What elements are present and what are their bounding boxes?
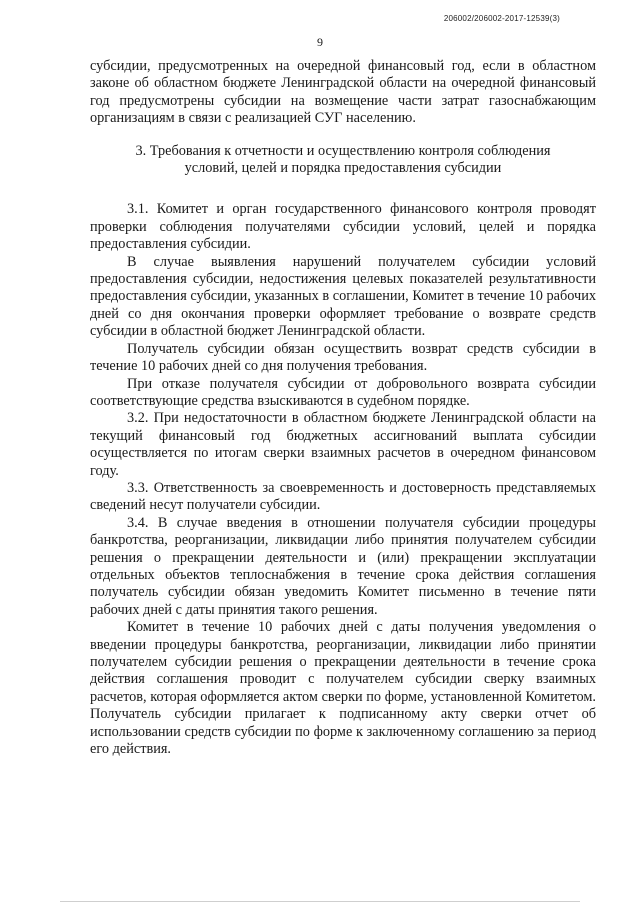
section-heading: 3. Требования к отчетности и осуществлению контроля соблюдения условий, целей и порядка предоставления субсидии: [135, 142, 551, 177]
paragraph-violations: В случае выявления нарушений получателем субсидии условий предоставления субсидии, недостижения целевых показателей результативности предоставления субсидии, указанных в соглашении, Комитет в течение 10 рабочих дней со дня окончания проверки оформляет требование о возврате средств субсидии в областной бюджет Ленинградской области.: [90, 253, 596, 340]
paragraph-3-2: 3.2. При недостаточности в областном бюджете Ленинградской области на текущий финансовый год бюджетных ассигнований выплата субсидии осуществляется по итогам сверки взаимных расчетов в очередном финансовом году.: [90, 410, 596, 479]
scan-edge-divider: [60, 901, 580, 902]
paragraph-reconciliation: Комитет в течение 10 рабочих дней с даты получения уведомления о введении процедуры банкротства, реорганизации, ликвидации либо принятии получателем субсидии решения о прекращении деятельности в течение срока действия соглашения проводит с получателем субсидии сверку взаимных расчетов, которая оформляется актом сверки по форме, установленной Комитетом. Получатель субсидии прилагает к подписанному акту сверки отчет об использовании средств субсидии по форме к заключенному соглашению за период его действия.: [90, 619, 596, 758]
document-id: 206002/206002-2017-12539(3): [443, 14, 560, 23]
paragraph-3-4: 3.4. В случае введения в отношении получателя субсидии процедуры банкротства, реорганизации, ликвидации либо принятия получателем субсидии решения о прекращении деятельности и (или) прекращении эксплуатации отдельных объектов теплоснабжения в течение срока действия соглашения получатель субсидии обязан уведомить Комитет письменно в течение пяти рабочих дней с даты принятия такого решения.: [90, 514, 596, 618]
page-number: 9: [317, 35, 323, 49]
intro-paragraph: субсидии, предусмотренных на очередной финансовый год, если в областном законе об областном бюджете Ленинградской области на очередной финансовый год предусмотрены субсидии на возмещение части затрат газоснабжающим организациям в связи с реализацией СУГ населению.: [90, 58, 596, 127]
paragraph-refund-refusal: При отказе получателя субсидии от добровольного возврата субсидии соответствующие средства взыскиваются в судебном порядке.: [90, 375, 596, 409]
paragraph-3-1: 3.1. Комитет и орган государственного финансового контроля проводят проверки соблюдения получателями субсидии условий, целей и порядка предоставления субсидии.: [90, 201, 596, 253]
paragraph-refund-obligation: Получатель субсидии обязан осуществить возврат средств субсидии в течение 10 рабочих дней со дня получения требования.: [90, 340, 596, 375]
paragraph-3-3: 3.3. Ответственность за своевременность и достоверность представляемых сведений несут получатели субсидии.: [90, 479, 596, 514]
document-body: [90, 58, 596, 758]
